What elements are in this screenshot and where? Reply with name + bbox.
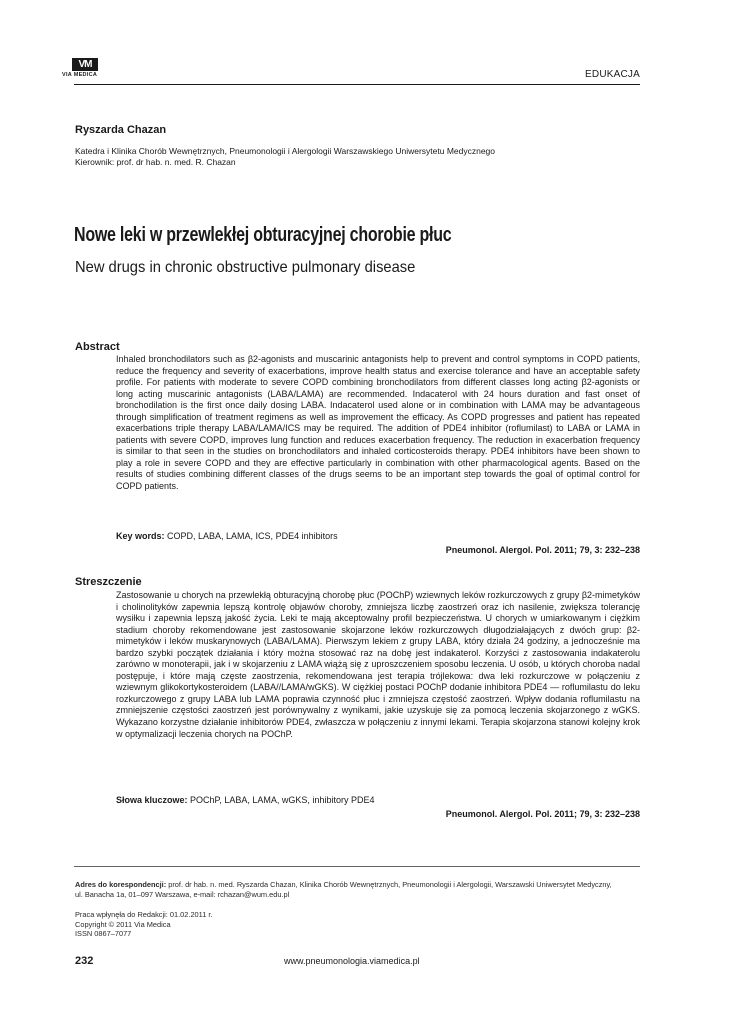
- keywords-value: COPD, LABA, LAMA, ICS, PDE4 inhibitors: [167, 531, 338, 541]
- affiliation-head: Kierownik: prof. dr hab. n. med. R. Chazan: [75, 157, 236, 167]
- publication-info: [75, 910, 213, 939]
- keywords-value: POChP, LABA, LAMA, wGKS, inhibitory PDE4: [190, 795, 375, 805]
- author-name: Ryszarda Chazan: [75, 124, 167, 136]
- abstract-heading: Abstract: [75, 341, 120, 353]
- section-label: EDUKACJA: [585, 69, 640, 80]
- abstract-text: Inhaled bronchodilators such as β2-agonists and muscarinic antagonists help to prevent and control symptoms in COPD patients, reduce the frequency and severity of exacerbations, improve health status and exercise tolerance and have an acceptable safety profile. For patients with moderate to severe COPD combining bronchodilators from different classes long acting β2-agonists or long acting muscarinic antagonists (LABA/LAMA) are recommended. Indacaterol with 24 hours duration and fast onset of bronchodilation is the first once daily dosing LABA. Indacaterol used alone or in combination with LAMA may be advantageous through simplification of treatment regimens as well as improvement the efficacy. As COPD progresses and patient has repeated exacerbations triple therapy LABA/LAMA/ICS may be required. The addition of PDE4 inhibitor (roflumilast) to LABA or LAMA in patients with severe COPD, improves lung function and reduces exacerbation frequency. The reduction in exacerbation frequency is similar to that seen in the studies on bronchodilators and inhaled corticosteroids therapy. PDE4 inhibitors have been shown to play a role in severe COPD and they are effective particularly in combination with other pharmacological agents. Based on the results of studies combining different classes of the drugs seems to be an important step towards the goal of optimal control for COPD patients.: [116, 354, 640, 492]
- article-title: Nowe leki w przewlekłej obturacyjnej chorobie płuc: [74, 224, 452, 246]
- correspondence-address: ul. Banacha 1a, 01–097 Warszawa, e-mail: rchazan@wum.edu.pl: [75, 889, 290, 899]
- abstract-citation: Pneumonol. Alergol. Pol. 2011; 79, 3: 232–238: [445, 545, 640, 555]
- keywords-label: Słowa kluczowe:: [116, 795, 188, 805]
- publisher-logo: [62, 58, 122, 80]
- logo-text: VIA MEDICA: [62, 72, 98, 78]
- header-divider: [74, 84, 640, 85]
- streszczenie-heading: Streszczenie: [75, 576, 142, 588]
- journal-url[interactable]: www.pneumonologia.viamedica.pl: [284, 956, 420, 966]
- footer-divider: [74, 866, 640, 867]
- logo-mark: VM: [72, 58, 98, 71]
- keywords-label: Key words:: [116, 531, 165, 541]
- correspondence: [75, 880, 612, 899]
- page-number: 232: [75, 955, 94, 967]
- streszczenie-text: Zastosowanie u chorych na przewlekłą obturacyjną chorobę płuc (POChP) wziewnych leków rozkurczowych z grupy β2-mimetyków i cholinolityków zapewnia lepszą kontrolę objawów choroby, zmniejsza liczbę zaostrzeń oraz ich nasilenie, zwiększa tolerancję wysiłku i zapewnia lepszą jakość życia. Leki te mają akceptowalny profil bezpieczeństwa. U chorych w umiarkowanym i ciężkim stadium choroby rekomendowane jest zastosowanie skojarzone leków rozkurczowych długodziałających z dwóch grup: β2-mimetyków i leków muskarynowych (LABA/LAMA). Pierwszym lekiem z grupy LABA, który działa 24 godziny, a jednocześnie ma bardzo szybki początek działania i który można stosować raz na dobę jest indakaterol. Korzyści z zastosowania indakaterolu zarówno w monoterapii, jak i w skojarzeniu z LAMA wiążą się z uproszczeniem sposobu leczenia. U osób, u których choroba nadal postępuje, i które mają częste zaostrzenia, rekomendowana jest terapia trójlekowa: dwa leki rozkurczowe w połączeniu z wziewnym glikokortykosteroidem (LABA//LAMA/wGKS). W ciężkiej postaci POChP dodanie inhibitora PDE4 — roflumilastu do leku rozkurczowego z grupy LABA lub LAMA poprawia czynność płuc i zmniejsza częstość zaostrzeń. Wpływ dodania roflumilastu na zmniejszenie częstości zaostrzeń jest porównywalny z wynikami, jakie uzyskuje się za pomocą leczenia skojarzonego z wGKS. Wykazano korzystne działanie inhibitorów PDE4, zwłaszcza w połączeniu z innymi lekami. Terapia skojarzona stanowi kolejny krok w optymalizacji leczenia chorych na POChP.: [116, 590, 640, 739]
- copyright: Copyright © 2011 Via Medica: [75, 919, 171, 929]
- correspondence-label: Adres do korespondencji:: [75, 880, 167, 889]
- affiliation: [75, 146, 495, 168]
- issn: ISSN 0867–7077: [75, 929, 132, 939]
- affiliation-line: Katedra i Klinika Chorób Wewnętrznych, Pneumonologii i Alergologii Warszawskiego Uniwersytetu Medycznego: [75, 146, 496, 156]
- abstract-keywords: [116, 531, 338, 541]
- streszczenie-keywords: [116, 795, 374, 805]
- article-subtitle: New drugs in chronic obstructive pulmonary disease: [75, 259, 416, 276]
- streszczenie-citation: Pneumonol. Alergol. Pol. 2011; 79, 3: 232–238: [445, 809, 640, 819]
- received-date: Praca wpłynęła do Redakcji: 01.02.2011 r.: [75, 910, 213, 919]
- correspondence-line: prof. dr hab. n. med. Ryszarda Chazan, Klinika Chorób Wewnętrznych, Pneumonologii i Alergologii, Warszawski Uniwersytet Medyczny,: [168, 880, 612, 889]
